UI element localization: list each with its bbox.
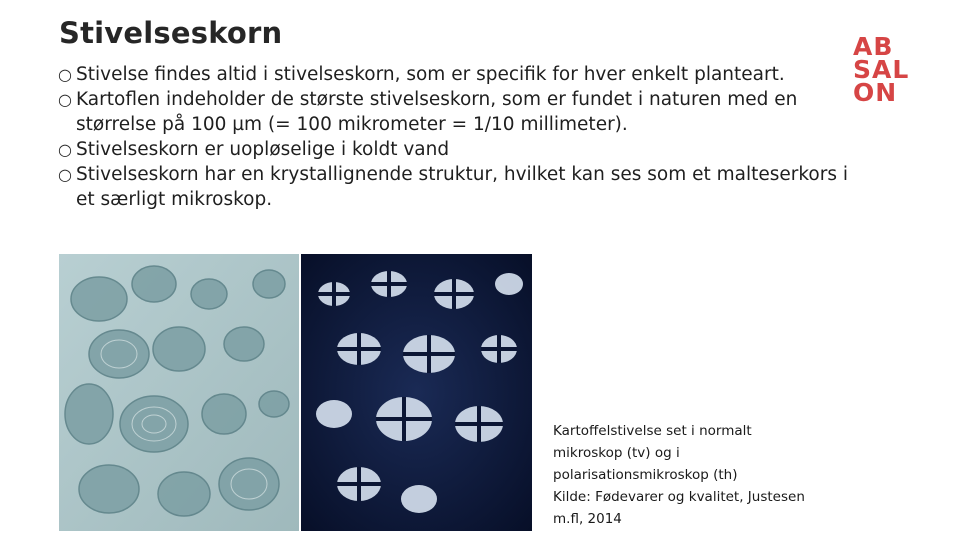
absalon-logo [853,32,927,107]
caption-line: m.fl, 2014 [553,511,622,527]
bullet-item [58,137,848,162]
circle-bullet-icon: ○ [58,90,72,109]
logo-line: ON [853,78,898,107]
caption-line: Kartoffelstivelse set i normalt [553,423,752,439]
logo-line: AB [853,32,894,61]
logo-line: SAL [853,55,910,84]
circle-bullet-icon: ○ [58,65,72,84]
bullet-list [58,62,848,212]
slide-title: Stivelseskorn [59,16,283,50]
bullet-text: Kartoflen indeholder de største stivelseskorn, som er fundet i naturen med en størrelse på 100 µm (= 100 mikrometer = 1/10 millimeter). [76,89,798,135]
caption-line: polarisationsmikroskop (th) [553,467,738,483]
bullet-text: Stivelseskorn har en krystallignende struktur, hvilket kan ses som et malteserkors i et særligt mikroskop. [76,164,849,210]
circle-bullet-icon: ○ [58,165,72,184]
bullet-text: Stivelse findes altid i stivelseskorn, som er specifik for hver enkelt planteart. [76,64,785,85]
bullet-item [58,62,848,87]
bullet-item [58,87,848,137]
bullet-text: Stivelseskorn er uopløselige i koldt vand [76,139,450,160]
caption-line: Kilde: Fødevarer og kvalitet, Justesen [553,489,805,505]
caption-line: mikroskop (tv) og i [553,445,680,461]
bullet-item [58,162,848,212]
starch-micrograph-image [59,254,532,531]
circle-bullet-icon: ○ [58,140,72,159]
image-caption [553,420,853,530]
